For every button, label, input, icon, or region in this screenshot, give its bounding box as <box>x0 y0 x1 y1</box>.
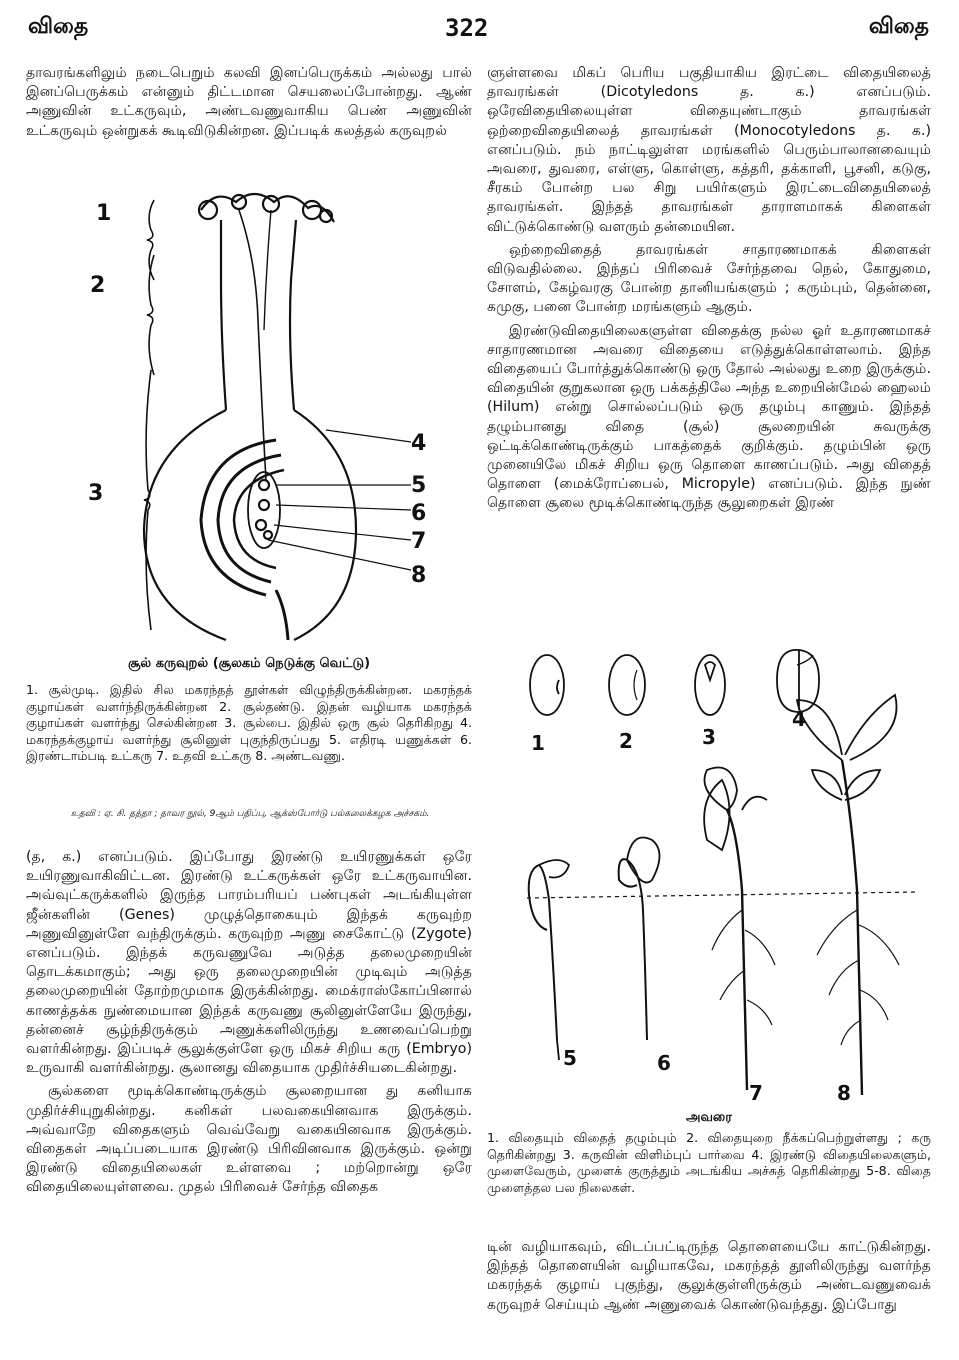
paragraph: தாவரங்களிலும் நடைபெறும் கலவி இனப்பெருக்கம் அல்லது பால் இனப்பெருக்கம் என்னும் திட்டமான செயலைப்போன்றது. ஆண் அணுவின் உட்கருவும், அண்டவணுவாகிய பெண் அணுவின் உட்கருவும் ஒன்றுகக் கூடிவிடுகின்றன. இப்படிக் கலத்தல் கருவுறல் <box>26 65 472 139</box>
paragraph: (த, க.) எனப்படும். இப்போது இரண்டு உயிரணுக்கள் ஒரே உயிரணுவாகிவிட்டன. இரண்டு உட்கருக்கள் ஒரே உட்கருவாயின. அவ்வுட்கருக்களில் இருந்த பாரம்பரியப் பண்புகள் அடங்கியுள்ள ஜீன்களின் (Genes) முழுத்தொகையும் இந்தக் கருவுற்ற அணுவினுள்ளே வந்திருக்கும். கருவுற்ற அணு சைகோட்டு (Zygote) எனப்படும். இந்தக் கருவணுவே அடுத்த தலைமுறையின் தொடக்கமாகும்; அது ஒரு தலைமுறையின் முடிவும் அடுத்த தலைமுறையின் தோற்றமுமாக இருக்கின்றது. மைக்ராஸ்கோப்பினால் காணத்தக்க நுண்மையான இந்தக் கருவணு சூலினுள்ளேயே இருந்து, தன்னைச் சூழ்ந்திருக்கும் அணுக்களிலிருந்து உணவைப்பெற்று வளர்கின்றது. இப்படிச் சூலுக்குள்ளே ஒரு மிகச் சிறிய கரு (Embryo) உருவாகி வளர்கின்றது. சூலானது விதையாக முதிர்ச்சியடைகின்றது. <box>26 849 472 1077</box>
left-column-bottom <box>26 848 472 1202</box>
fig1-label-7: 7 <box>411 529 427 554</box>
fig2-label-7: 7 <box>749 1081 763 1105</box>
fig2-label-6: 6 <box>657 1051 671 1075</box>
running-head-left: விதை <box>28 14 89 39</box>
ovary-section-figure <box>26 180 472 650</box>
fig2-label-5: 5 <box>563 1046 577 1070</box>
right-column-bottom <box>487 1238 931 1319</box>
figure1-credit: உதவி : ஏ. சி. தத்தா ; தாவர நூல், 9ஆம் பதிப்பு, ஆக்ஸ்போர்டு பல்கலைக்கழக அச்சகம். <box>70 809 430 819</box>
paragraph: சூல்களை மூடிக்கொண்டிருக்கும் சூலறையான து கனியாக முதிர்ச்சியுறுகின்றது. கனிகள் பலவகையினவாக இருக்கும். அவ்வாறே விதைகளும் வெவ்வேறு வகையினவாக இருக்கும். விதைகள் அடிப்படையாக இரண்டு பிரிவினவாக இருக்கும். ஒன்று இரண்டு விதையிலைகள் உள்ளவை ; மற்றொன்று ஒரே விதையிலையுள்ளவை. முதல் பிரிவைச் சேர்ந்த விதைக <box>26 1083 472 1196</box>
figure2-caption: 1. விதையும் விதைத் தழும்பும் 2. விதையுறை நீக்கப்பெற்றுள்ளது ; கரு தெரிகின்றது 3. கருவின் விளிம்புப் பார்வை 4. இரண்டு விதையிலைகளும், முளைவேரும், முளைக் குருத்தும் அடங்கிய அச்சுத் தெரிகின்றது 5-8. விதை முளைத்தல பல நிலைகள். <box>487 1130 931 1195</box>
fig1-label-8: 8 <box>411 563 427 588</box>
fig2-label-4: 4 <box>792 707 806 731</box>
running-head-right: விதை <box>868 14 929 39</box>
figure2-title: அவரை <box>686 1110 732 1125</box>
bean-germination-figure <box>487 640 931 1115</box>
left-column-top <box>26 64 472 145</box>
figure1-caption: 1. சூல்முடி. இதில் சில மகரந்தத் தூள்கள் விழுந்திருக்கின்றன. மகரந்தக் குழாய்கள் வளர்ந்திருக்கின்றன 2. சூல்தண்டு. இதன் வழியாக மகரந்தக் குழாய்கள் வளர்ந்து செல்கின்றன 3. சூல்பை. இதில் ஒரு சூல் தெரிகிறது 4. மகரந்தக்குழாய் வளர்ந்து சூலினுள் புகுந்திருப்பது 5. எதிரடி யணுக்கள் 6. இரண்டாம்படி உட்கரு 7. உதவி உட்கரு 8. அண்டவணு. <box>26 682 472 763</box>
figure1-title: சூல் கருவுறல் (சூலகம் நெடுக்கு வெட்டு) <box>127 656 371 671</box>
fig2-label-1: 1 <box>531 731 545 755</box>
fig1-label-3: 3 <box>88 481 104 506</box>
right-column-top <box>487 64 931 518</box>
paragraph: ளுள்ளவை மிகப் பெரிய பகுதியாகிய இரட்டை விதையிலைத் தாவரங்கள் (Dicotyledons த. க.) எனப்படும். ஒரேவிதையிலையுள்ள விதையுண்டாகும் தாவரங்கள் ஒற்றைவிதையிலைத் தாவரங்கள் (Monocotyledons த. க.) எனப்படும். நம் நாட்டிலுள்ள மரங்களில் பெரும்பாலானவையும் அவரை, துவரை, எள்ளு, கொள்ளு, கத்தரி, தக்காளி, பூசனி, கடுகு, சீரகம் போன்ற பல சிறு பயிர்களும் இரட்டைவிதையிலைத் தாவரங்கள். இந்தத் தாவரங்கள் தாராளமாகக் கிளைகள் விட்டுக்கொண்டு வளரும் தன்மையின. <box>487 65 931 235</box>
fig1-label-6: 6 <box>411 501 427 526</box>
fig1-label-1: 1 <box>96 201 112 226</box>
fig1-label-4: 4 <box>411 431 427 456</box>
paragraph: ஒற்றைவிதைத் தாவரங்கள் சாதாரணமாகக் கிளைகள் விடுவதில்லை. இந்தப் பிரிவைச் சேர்ந்தவை நெல், கோதுமை, சோளம், கேழ்வரகு போன்ற தானியங்களும் ; கரும்பும், தென்னை, கமுகு, பனை போன்ற மரங்களும் ஆகும். <box>487 241 931 316</box>
paragraph: டின் வழியாகவும், விடப்பட்டிருந்த தொளையையே காட்டுகின்றது. இந்தத் தொளையின் வழியாகவே, மகரந்தத் தூளிலிருந்து வளர்ந்த மகரந்தக் குழாய் புகுந்து, சூலுக்குள்ளிருக்கும் அண்டவணுவைக் கருவுறச் செய்யும் ஆண் அணுவைக் கொண்டுவந்தது. இப்போது <box>487 1239 931 1313</box>
fig1-label-2: 2 <box>90 273 106 298</box>
fig2-label-8: 8 <box>837 1081 851 1105</box>
fig2-label-3: 3 <box>702 725 716 749</box>
paragraph: இரண்டுவிதையிலைகளுள்ள விதைக்கு நல்ல ஓர் உதாரணமாகச் சாதாரணமான அவரை விதையை எடுத்துக்கொள்ளலாம். இந்த விதையைப் போர்த்துக்கொண்டு ஒரு தோல் அல்லது உறை இருக்கும். விதையின் குறுகலான ஒரு பக்கத்திலே அந்த உறையின்மேல் ஹைலம் (Hilum) என்று சொல்லப்படும் ஒரு தழும்பு காணும். இந்தத் தழும்பானது விதை (சூல்) சூலறையின் சுவருக்கு ஒட்டிக்கொண்டிருக்கும் பாகத்தைக் குறிக்கும். தழும்பின் ஒரு முனையிலே மிகச் சிறிய ஒரு தொளை காணப்படும். அது விதைத் தொளை (மைக்ரோப்பைல், Micropyle) எனப்படும். இந்த நுண் தொளை சூலை மூடிக்கொண்டிருந்த சூலுறைகள் இரண் <box>487 322 931 512</box>
fig1-label-5: 5 <box>411 473 427 498</box>
fig2-label-2: 2 <box>619 729 633 753</box>
page-number: 322 <box>445 14 489 42</box>
